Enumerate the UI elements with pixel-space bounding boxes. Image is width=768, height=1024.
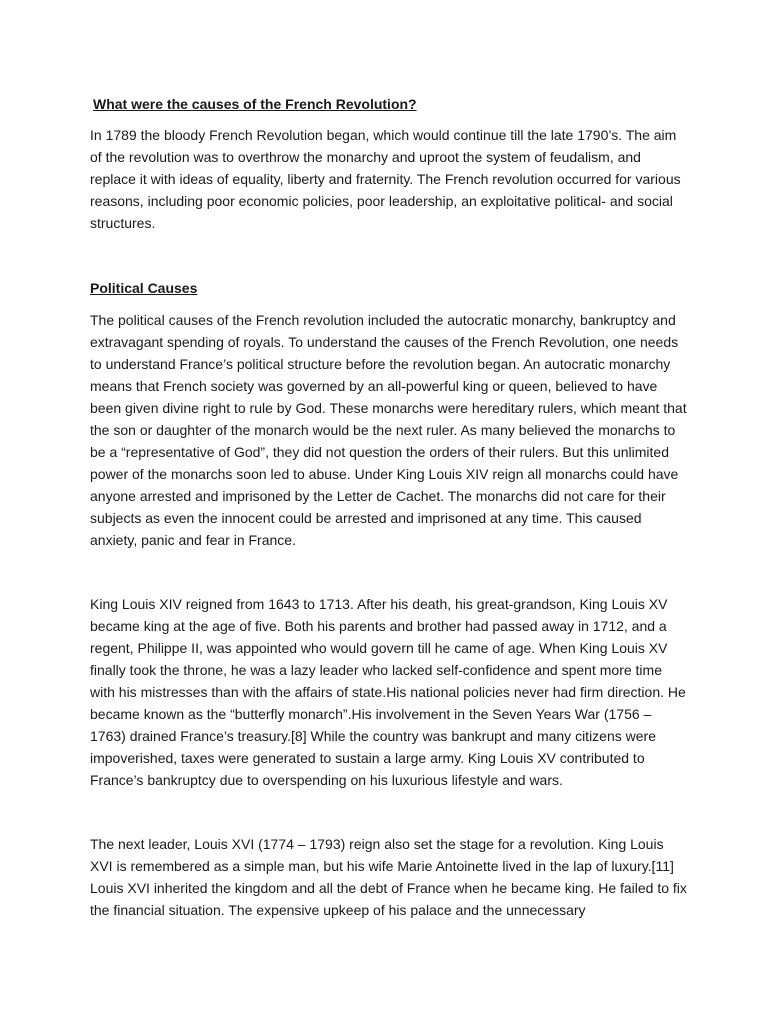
paragraph-political-causes: The political causes of the French revolution included the autocratic monarchy, bankruptcy and extravagant spending of royals. To understand the causes of the French Revolution, one needs to understand France’s political structure before the revolution began. An autocratic monarchy means that French society was governed by an all-powerful king or queen, believed to have been given divine right to rule by God. These monarchs were hereditary rulers, which meant that the son or daughter of the monarch would be the next ruler. As many believed the monarchs to be a “representative of God”, they did not question the orders of their rulers. But this unlimited power of the monarchs soon led to abuse. Under King Louis XIV reign all monarchs could have anyone arrested and imprisoned by the Letter de Cachet. The monarchs did not care for their subjects as even the innocent could be arrested and imprisoned at any time. This caused anxiety, panic and fear in France. xyxy=(90,312,687,548)
intro-paragraph: In 1789 the bloody French Revolution began, which would continue till the late 1790’s. The aim of the revolution was to overthrow the monarchy and uproot the system of feudalism, and replace it with ideas of equality, liberty and fraternity. The French revolution occurred for various reasons, including poor economic policies, poor leadership, an exploitative political- and social structures. xyxy=(90,127,681,231)
paragraph-louis-xvi: The next leader, Louis XVI (1774 – 1793) reign also set the stage for a revolution. King Louis XVI is remembered as a simple man, but his wife Marie Antoinette lived in the lap of luxury.[11] Louis XVI inherited the kingdom and all the debt of France when he became king. He failed to fix the financial situation. The expensive upkeep of his palace and the unnecessary xyxy=(90,836,687,918)
paragraph-louis-xv: King Louis XIV reigned from 1643 to 1713. After his death, his great-grandson, King Louis XV became king at the age of five. Both his parents and brother had passed away in 1712, and a regent, Philippe II, was appointed who would govern till he came of age. When King Louis XV finally took the throne, he was a lazy leader who lacked self-confidence and spent more time with his mistresses than with the affairs of state.His national policies never had firm direction. He became known as the “butterfly monarch”.His involvement in the Seven Years War (1756 – 1763) drained France’s treasury.[8] While the country was bankrupt and many citizens were impoverished, taxes were generated to sustain a large army. King Louis XV contributed to France’s bankruptcy due to overspending on his luxurious lifestyle and wars. xyxy=(90,596,686,788)
document-title: What were the causes of the French Revolution? xyxy=(93,96,417,112)
section-heading-political-causes: Political Causes xyxy=(90,280,198,296)
